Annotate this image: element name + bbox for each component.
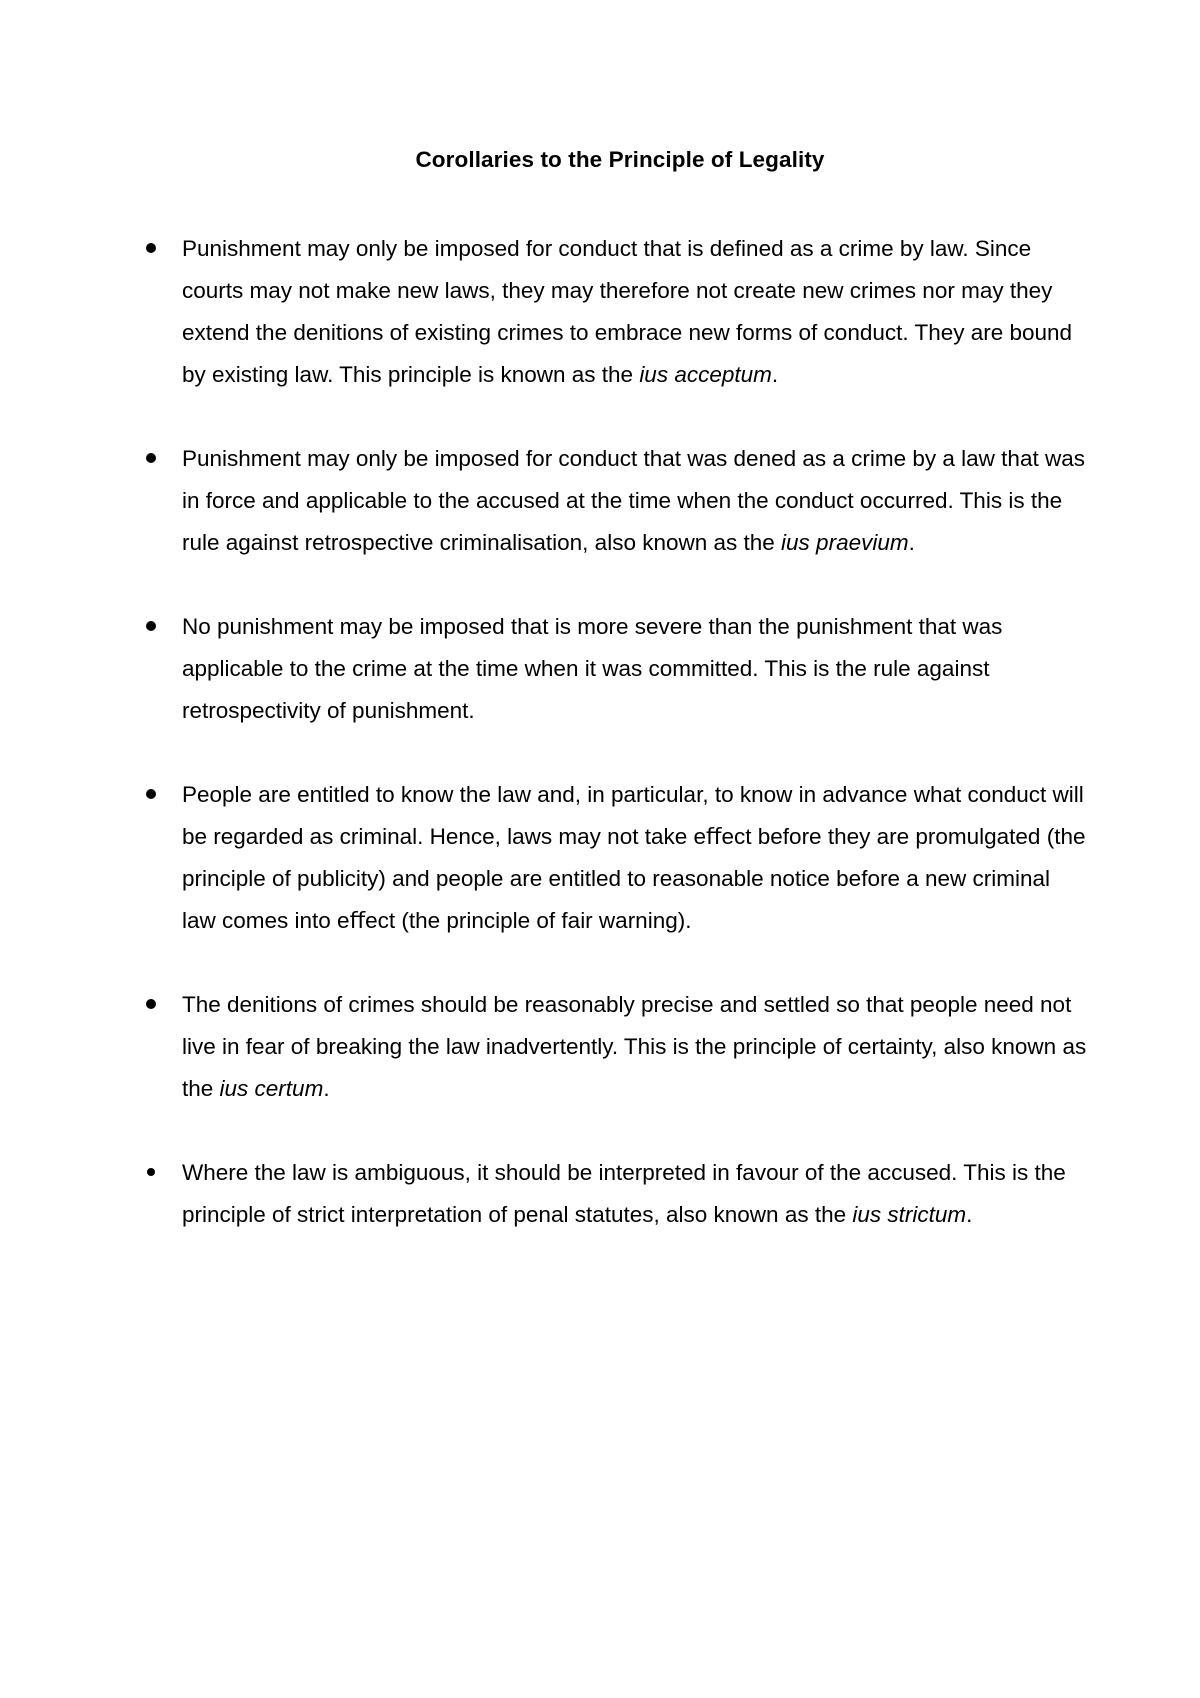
bullet-icon [146,453,156,463]
item-body: Punishment may only be imposed for conduct that was dened as a crime by a law that was in force and applicable to the accused at the time when the conduct occurred. This is the rule against retrospective criminalisation, also known as the [182,446,1085,555]
list-item [0,606,1200,732]
item-body: Punishment may only be imposed for conduct that is defined as a crime by law. Since courts may not make new laws, they may therefore not create new crimes nor may they extend the denitions of existing crimes to embrace new forms of conduct. They are bound by existing law. This principle is known as the [182,236,1073,387]
list-item-text [182,228,1087,396]
latin-term: ius certum [219,1076,324,1101]
item-tail: . [966,1202,973,1227]
list-item [0,228,1200,396]
latin-term: ius strictum [852,1202,967,1227]
bullet-icon [146,243,156,253]
list-item [0,774,1200,942]
list-item [0,984,1200,1110]
list-item [0,1152,1200,1236]
item-body: Where the law is ambiguous, it should be interpreted in favour of the accused. This is the principle of strict interpretation of penal statutes, also known as the [182,1160,1066,1227]
list-item-text [182,1152,1087,1236]
bullet-icon [147,1168,155,1176]
corollaries-list [0,228,1200,1278]
item-tail: . [323,1076,330,1101]
bullet-icon [146,789,156,799]
item-body: The denitions of crimes should be reasonably precise and settled so that people need not live in fear of breaking the law inadvertently. This is the principle of certainty, also known as the [182,992,1087,1101]
list-item-text [182,606,1087,732]
item-tail: . [771,362,779,387]
document-title: Corollaries to the Principle of Legality [415,147,825,172]
item-body: People are entitled to know the law and, in particular, to know in advance what conduct will be regarded as criminal. Hence, laws may not take eﬀect before they are promulgated (the principle of publicity) and people are entitled to reasonable notice before a new criminal law comes into eﬀect (the principle of fair warning). [182,782,1086,933]
latin-term: ius praevium [781,530,909,555]
list-item-text [182,438,1087,564]
bullet-icon [146,621,156,631]
bullet-icon [146,999,156,1009]
latin-term: ius acceptum [639,362,772,387]
item-body: No punishment may be imposed that is more severe than the punishment that was applicable to the crime at the time when it was committed. This is the rule against retrospectivity of punishment. [182,614,1003,723]
item-tail: . [908,530,915,555]
list-item [0,438,1200,564]
list-item-text [182,984,1087,1110]
list-item-text [182,774,1087,942]
